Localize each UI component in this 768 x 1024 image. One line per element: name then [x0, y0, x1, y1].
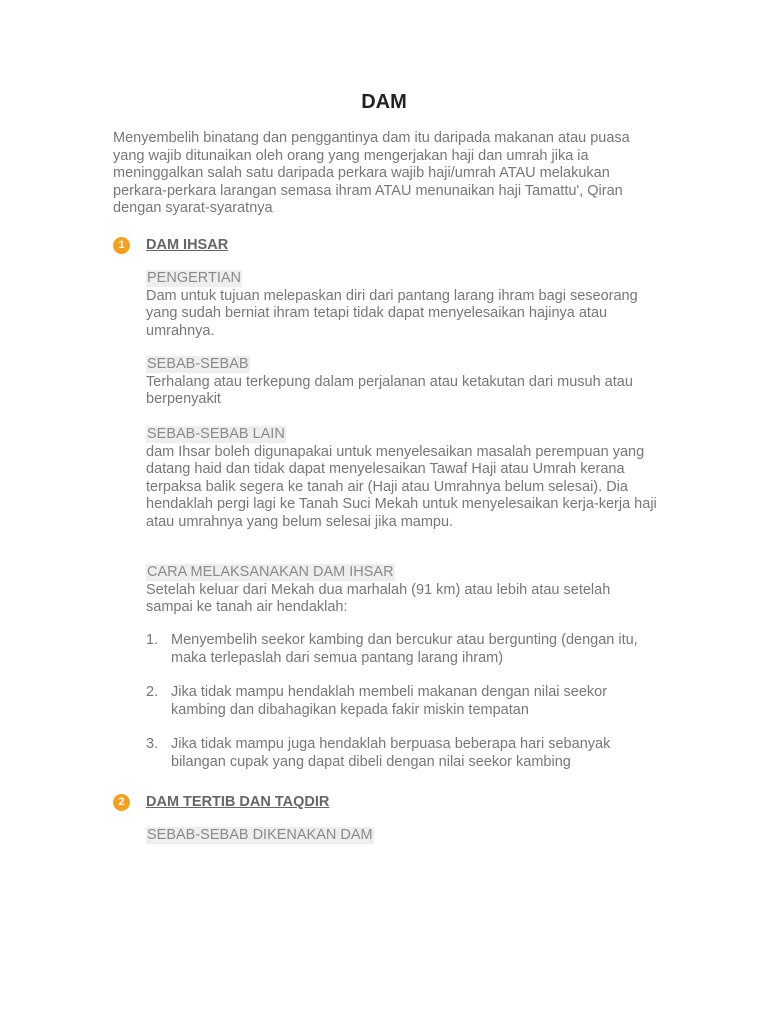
cara-label: CARA MELAKSANAKAN DAM IHSAR [147, 564, 394, 580]
list-item-number: 1. [146, 632, 159, 648]
list-item-text: Jika tidak mampu hendaklah membeli makanan dengan nilai seekor kambing dan dibahagikan kepada fakir miskin tempatan [171, 684, 608, 718]
sebab-block [146, 356, 661, 409]
section-1-heading [113, 235, 229, 255]
section-2-heading [113, 792, 330, 812]
list-item [146, 736, 661, 771]
document-title: DAM [361, 91, 407, 113]
cara-text: Setelah keluar dari Mekah dua marhalah (91 km) atau lebih atau setelah sampai ke tanah air hendaklah: [146, 581, 611, 615]
list-item-text: Jika tidak mampu juga hendaklah berpuasa beberapa hari sebanyak bilangan cupak yang dapat dibeli dengan nilai seekor kambing [171, 736, 611, 770]
section-1-title: DAM IHSAR [146, 237, 229, 253]
list-item [146, 632, 661, 667]
pengertian-text: Dam untuk tujuan melepaskan diri dari pantang larang ihram bagi seseorang yang sudah berniat ihram tetapi tidak dapat menyelesaikan hajinya atau umrahnya. [146, 287, 638, 339]
sebab-label: SEBAB-SEBAB [147, 356, 249, 372]
sebab-dikenakan-label: SEBAB-SEBAB DIKENAKAN DAM [147, 827, 373, 843]
sebab-lain-text: dam Ihsar boleh digunapakai untuk menyelesaikan masalah perempuan yang datang haid dan tidak dapat menyelesaikan Tawaf Haji atau Umrah kerana terpaksa balik segera ke tanah air (Haji atau Umrahnya belum selesai). Dia hendaklah pergi lagi ke Tanah Suci Mekah untuk menyelesaikan kerja-kerja haji atau umrahnya yang belum selesai jika mampu. [146, 443, 657, 530]
sebab-dikenakan-block [146, 827, 661, 845]
intro-paragraph: Menyembelih binatang dan penggantinya dam itu daripada makanan atau puasa yang wajib ditunaikan oleh orang yang mengerjakan haji dan umrah jika ia meninggalkan salah satu daripada perkara wajib haji/umrah ATAU melakukan perkara-perkara larangan semasa ihram ATAU menunaikan haji Tamattu', Qiran dengan syarat-syaratnya [113, 130, 630, 216]
number-badge-1: 1 [113, 237, 130, 254]
steps-list [146, 632, 661, 788]
sebab-lain-label: SEBAB-SEBAB LAIN [147, 426, 285, 442]
list-item-number: 2. [146, 684, 159, 700]
list-item [146, 684, 661, 719]
pengertian-block [146, 270, 661, 340]
list-item-text: Menyembelih seekor kambing dan bercukur atau bergunting (dengan itu, maka terlepaslah dari semua pantang larang ihram) [171, 632, 638, 666]
section-2-title: DAM TERTIB DAN TAQDIR [146, 794, 330, 810]
cara-block [146, 564, 661, 617]
sebab-lain-block [146, 426, 661, 531]
number-badge-2: 2 [113, 794, 130, 811]
sebab-text: Terhalang atau terkepung dalam perjalanan atau ketakutan dari musuh atau berpenyakit [146, 373, 633, 407]
pengertian-label: PENGERTIAN [147, 270, 242, 286]
list-item-number: 3. [146, 736, 159, 752]
